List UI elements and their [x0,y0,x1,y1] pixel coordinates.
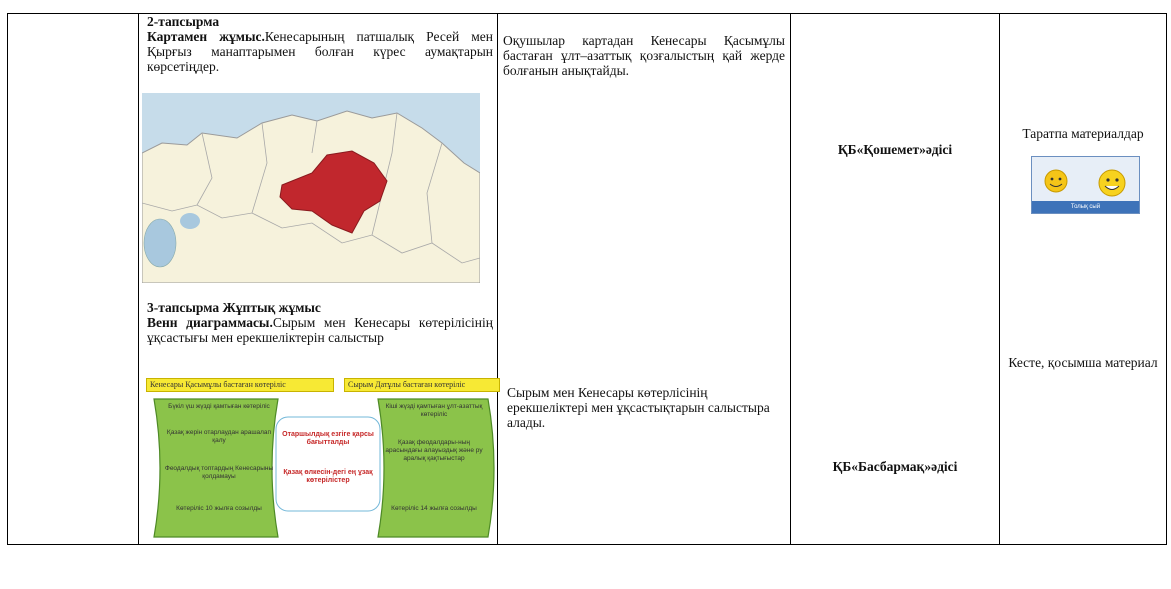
venn-center-item: Отаршылдық езгіге қарсы бағытталды [282,431,374,446]
venn-left-item: Бүкіл үш жүзді қамтыған көтеріліс [168,403,270,410]
resource-2-text: Кесте, қосымша материал [1008,355,1158,370]
resource-2 [1000,355,1166,370]
task3-lead: Венн диаграммасы. [147,315,273,330]
assessment-1 [791,142,999,157]
resource-1-text: Таратпа материалдар [1022,126,1144,141]
task2-body: Кенесарының патшалық Ресей мен Қырғыз манаптарымен болған күрес аумақтарын көрсетіңдер. [147,29,493,74]
venn-left-item: Қазақ жерін отарлаудан арашалап қалу [166,429,272,444]
venn-right-item: Кіші жүзді қамтыған ұлт-азаттық көтеріліс [385,403,483,418]
handout-caption: Толық сый [1070,204,1101,210]
handout-image [1031,156,1140,214]
outcome-2 [507,385,785,430]
venn-left-item: Көтеріліс 10 жылға созылды [176,505,262,512]
assessment-2 [791,459,999,474]
table-border-left [7,13,8,545]
venn-right-item: Қазақ феодалдары-ның арасындағы алауыздық және ру аралық қақтығыстар [385,439,483,462]
table-border-right [1166,13,1167,545]
table-divider-4 [999,13,1000,545]
kazakhstan-map [142,93,480,283]
task2-block [147,14,493,74]
map-graphic [142,93,480,283]
venn-diagram [142,375,498,541]
task3-title: 3-тапсырма Жұптық жұмыс [147,300,321,315]
task3-text [147,315,493,345]
venn-left-item: Феодалдық топтардың Кенесарыны қолдамауы [164,465,274,480]
task2-title: 2-тапсырма [147,14,220,29]
assessment-1-text: ҚБ«Қошемет»әдісі [837,142,953,157]
resource-1 [1000,126,1166,141]
outcome-1 [503,33,785,78]
venn-left-label: Кенесары Қасымұлы бастаған көтеріліс [146,378,334,392]
table-bottom-border [7,544,1167,545]
table-divider-1 [138,13,139,545]
task3-block [147,300,493,345]
assessment-2-text: ҚБ«Басбармақ»әдісі [832,459,958,474]
task3-body: Сырым мен Кенесары көтерілісінің ұқсастығы мен ерекшеліктерін салыстыр [147,315,493,345]
task2-lead: Картамен жұмыс. [147,29,265,44]
venn-right-item: Көтеріліс 14 жылға созылды [391,505,477,512]
outcome-1-text: Оқушылар картадан Кенесары Қасымұлы бастаған ұлт–азаттық қозғалыстың қай жерде болғанын анықтайды. [503,33,785,78]
venn-right-label: Сырым Датұлы бастаған көтеріліс [344,378,500,392]
task2-text [147,29,493,74]
venn-center-item: Қазақ өлкесін-дегі ең ұзақ көтерілістер [283,469,373,484]
outcome-2-text: Сырым мен Кенесары көтерлісінің ерекшеліктері мен ұқсастықтарын салыстыра алады. [507,385,770,430]
